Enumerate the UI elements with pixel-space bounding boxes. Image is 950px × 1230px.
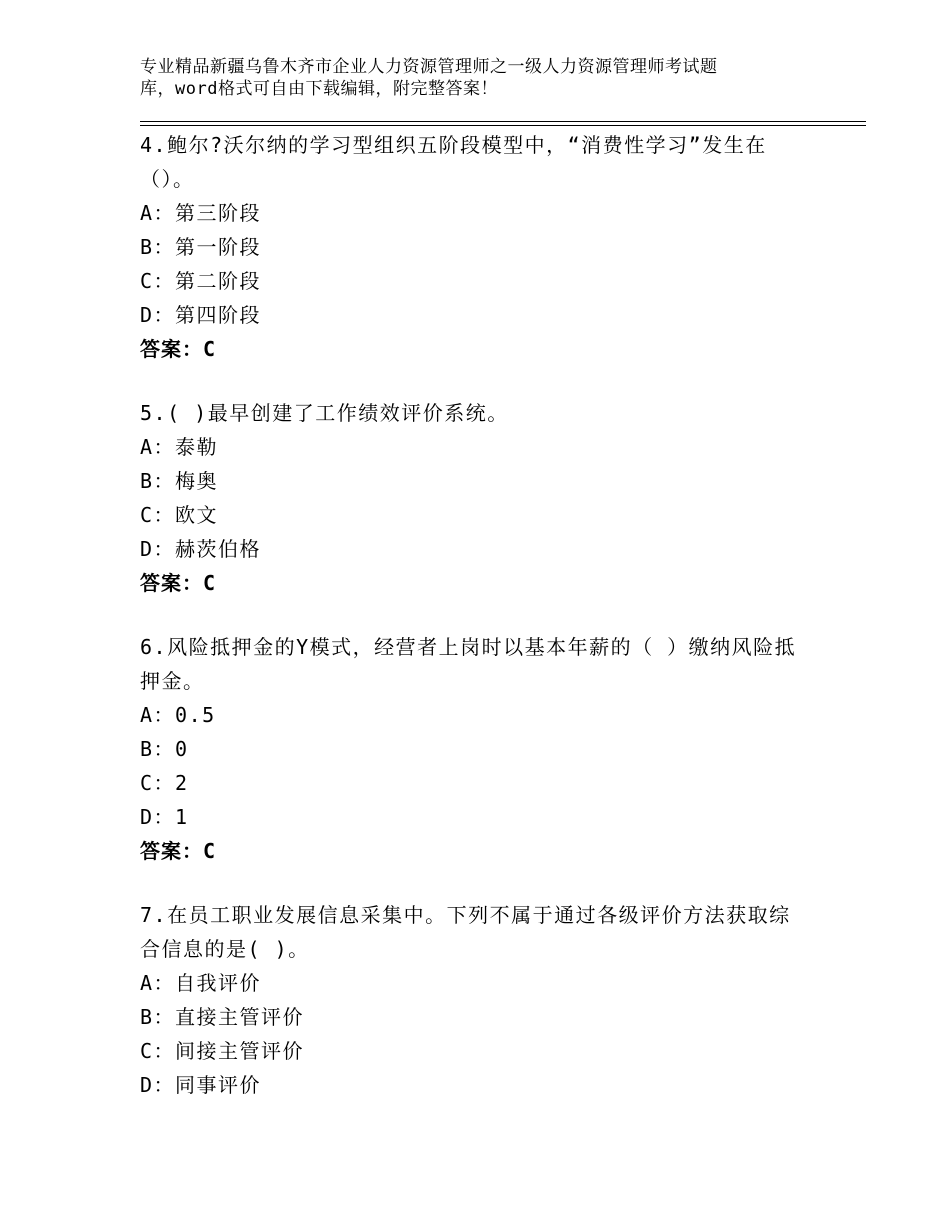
option-d: D：赫茨伯格	[140, 537, 262, 561]
answer: 答案：C	[140, 571, 217, 595]
question-stem-line: 5.( )最早创建了工作绩效评价系统。	[140, 401, 509, 425]
option-a: A：第三阶段	[140, 201, 262, 225]
question-6	[140, 630, 860, 868]
question-4	[140, 128, 860, 366]
option-b: B：第一阶段	[140, 235, 262, 259]
question-list	[140, 128, 860, 1132]
option-b: B：0	[140, 737, 189, 761]
option-a: A：自我评价	[140, 971, 262, 995]
option-c: C：第二阶段	[140, 269, 262, 293]
option-b: B：梅奥	[140, 469, 219, 493]
question-stem	[140, 630, 860, 698]
question-stem-line: （）。	[140, 167, 195, 191]
question-7	[140, 898, 860, 1102]
question-stem	[140, 898, 860, 966]
option-d: D：第四阶段	[140, 303, 262, 327]
option-b: B：直接主管评价	[140, 1005, 305, 1029]
option-d: D：1	[140, 805, 189, 829]
question-stem-line: 合信息的是( )。	[140, 937, 310, 961]
option-c: C：2	[140, 771, 189, 795]
question-stem-line: 押金。	[140, 669, 205, 693]
option-c: C：间接主管评价	[140, 1039, 305, 1063]
question-stem-line: 7.在员工职业发展信息采集中。下列不属于通过各级评价方法获取综	[140, 903, 791, 927]
header-divider	[140, 121, 866, 126]
option-c: C：欧文	[140, 503, 219, 527]
question-5	[140, 396, 860, 600]
option-d: D：同事评价	[140, 1073, 262, 1097]
header-line-1: 专业精品新疆乌鲁木齐市企业人力资源管理师之一级人力资源管理师考试题	[140, 57, 718, 77]
question-stem	[140, 396, 860, 430]
header-line-2: 库，word格式可自由下载编辑，附完整答案！	[140, 79, 498, 99]
question-stem-line: 6.风险抵押金的Y模式，经营者上岗时以基本年薪的（ ）缴纳风险抵	[140, 635, 797, 659]
option-a: A：0.5	[140, 703, 216, 727]
question-stem	[140, 128, 860, 196]
answer: 答案：C	[140, 839, 217, 863]
option-a: A：泰勒	[140, 435, 219, 459]
document-header	[140, 56, 860, 100]
question-stem-line: 4.鲍尔?沃尔纳的学习型组织五阶段模型中，“消费性学习”发生在	[140, 133, 767, 157]
answer: 答案：C	[140, 337, 217, 361]
